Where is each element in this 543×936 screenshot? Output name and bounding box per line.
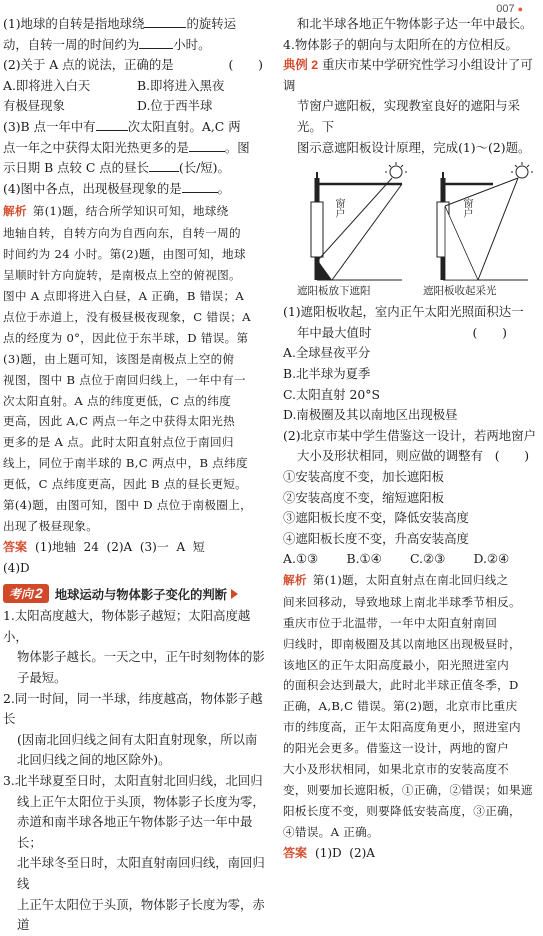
question-2-options-ab: A.即将进入白天 B.即将进入黑夜 <box>3 77 225 93</box>
r-explanation: 解析 第(1)题，太阳直射点在南北回归线之 间来回移动，导致地球上南北半球季节相反。 重庆市位于北温带，一年中太阳直射南回 归线时，即南极圈及其以南地区出现极昼时， 该地区的正午太阳高度最小，阳光照进室内 的面积会达到最大，此时北半球正值冬季，D 正确，A,B,C 错误。第(2)题，北京市比重庆 市的纬度高，正午太阳高度角更小，照进室内 的阳光会更多。借鉴这一设计，两地的窗户 大小及形状相同，如果北京市的安装高度不 变，则要加长遮阳板，①正确，②错误；如果遮 阳板长度不变，则要降低安装高度，③正确， ④错误。A 正确。 <box>283 572 533 839</box>
answer-label: 答案 <box>3 539 28 554</box>
r-explanation-label: 解析 <box>283 573 307 587</box>
diagram-right-window-label: 窗户 <box>461 198 472 219</box>
explanation-label: 解析 <box>3 205 27 219</box>
question-3-cont2: 示日期 B 点较 C 点的昼长 (长/短)。 <box>3 160 230 176</box>
right-column <box>283 14 537 863</box>
point-3-continued: 和北半球各地正午物体影子达一年中最长。 <box>297 16 533 31</box>
r-answer: 答案 (1)D (2)A <box>283 845 375 860</box>
question-3-cont: 点一年之中获得太阳光热更多的是 。图 <box>3 139 250 155</box>
section-title: 地球运动与物体影子变化的判断 <box>54 587 227 602</box>
r-q2-item-3: ③遮阳板长度不变，降低安装高度 <box>283 510 469 526</box>
knowledge-points: 1.太阳高度越大，物体影子越短；太阳高度越小， 物体影子越长。一天之中，正午时刻物体的影 子最短。 2.同一时间，同一半球，纬度越高，物体影子越长 (因南北回归线之间有太阳直射现象，所以南 北回归线之间的地区除外)。 3.北半球夏至日时，太阳直射北回归线，北回归 线上正午太阳位于头顶，物体影子长度为零， 赤道和南半球各地正午物体影子达一年中最长； 北半球冬至日时，太阳直射南回归线，南回归线 上正午太阳位于头顶，物体影子长度为零，赤道 <box>3 608 265 933</box>
section-tag: 考向 2 <box>3 584 49 603</box>
page-number: 007 ● <box>496 3 523 15</box>
question-1-cont: 动，自转一周的时间约为 小时。 <box>3 36 211 52</box>
example-line-3: 图示意遮阳板设计原理，完成(1)～(2)题。 <box>297 139 531 155</box>
r-q1-option-d: D.南极圈及其以南地区出现极昼 <box>283 407 458 423</box>
page-dot-icon: ● <box>517 4 523 14</box>
question-3: (3)B 点一年中有 次太阳直射。A,C 两 <box>3 118 241 134</box>
section-header <box>3 584 271 603</box>
caption-shade-up: 遮阳板收起采光 <box>423 285 497 298</box>
r-question-1-cont: 年中最大值时 ( ) <box>297 324 507 340</box>
r-q2-item-1: ①安装高度不变，加长遮阳板 <box>283 468 445 484</box>
r-q2-item-2: ②安装高度不变，缩短遮阳板 <box>283 489 445 505</box>
triangle-icon <box>231 589 238 599</box>
r-q1-option-c: C.太阳直射 20°S <box>283 386 380 402</box>
r-question-1: (1)遮阳板收起，室内正午太阳光照面积达一 <box>283 304 524 320</box>
example-title: 典例 2 重庆市某中学研究性学习小组设计了可调 <box>283 57 533 93</box>
diagram-shade-down <box>297 162 407 282</box>
question-1: (1)地球的自转是指地球绕 的旋转运 <box>3 16 237 31</box>
r-q1-option-b: B.北半球为夏季 <box>283 365 371 381</box>
sunshade-diagrams <box>283 162 537 300</box>
explanation: 解析 第(1)题，结合所学知识可知，地球绕 地轴自转，自转方向为自西向东，自转一周的 时间约为 24 小时。第(2)题，由图可知，地球 呈顺时针方向旋转，是南极点上空的俯视图。 图中 A 点即将进入白昼，A 正确，B 错误；A 点位于赤道上，没有极昼极夜现象，C 错误；A 点的经度为 0°，因此位于东半球，D 错误。第 (3)题，由上题可知，该图是南极点上空的俯 视图，图中 B 点位于南回归线上，一年中有一 次太阳直射。A 点的纬度更低，C 点的纬度 更高，因此 A,C 两点一年之中获得太阳光热 更多的是 A 点。此时太阳直射点位于南回归 线上，同位于南半球的 B,C 两点中，B 点纬度 更低，C 点纬度更高，因此 B 点的昼长更短。 第(4)题，由图可知，图中 D 点位于南极圈上， 出现了极昼现象。 <box>3 204 252 533</box>
diagram-left-window-label: 窗户 <box>333 198 344 219</box>
diagram-shade-up <box>423 162 533 282</box>
r-question-2: (2)北京市某中学生借鉴这一设计，若两地窗户 <box>283 427 536 443</box>
r-q1-option-a: A.全球昼夜平分 <box>283 345 371 361</box>
left-column <box>3 14 271 936</box>
question-4: (4)图中各点，出现极昼现象的是 。 <box>3 180 231 196</box>
r-question-2-cont: 大小及形状相同，则应做的调整有 ( ) <box>297 448 530 464</box>
example-line-2: 节窗户遮阳板，实现教室良好的遮阳与采光。下 <box>297 98 521 134</box>
question-2-options-cd: 有极昼现象 D.位于西半球 <box>3 98 213 114</box>
r-q2-item-4: ④遮阳板长度不变，升高安装高度 <box>283 530 469 546</box>
answer: 答案 (1)地轴 24 (2)A (3)一 A 短 (4)D <box>3 539 205 575</box>
point-4: 4.物体影子的朝向与太阳所在的方位相反。 <box>283 36 518 52</box>
caption-shade-down: 遮阳板放下遮阳 <box>297 285 371 298</box>
question-2: (2)关于 A 点的说法，正确的是 ( ) <box>3 57 263 73</box>
r-q2-choices: A.①③ B.①④ C.②③ D.②④ <box>283 551 510 567</box>
r-answer-label: 答案 <box>283 845 308 860</box>
